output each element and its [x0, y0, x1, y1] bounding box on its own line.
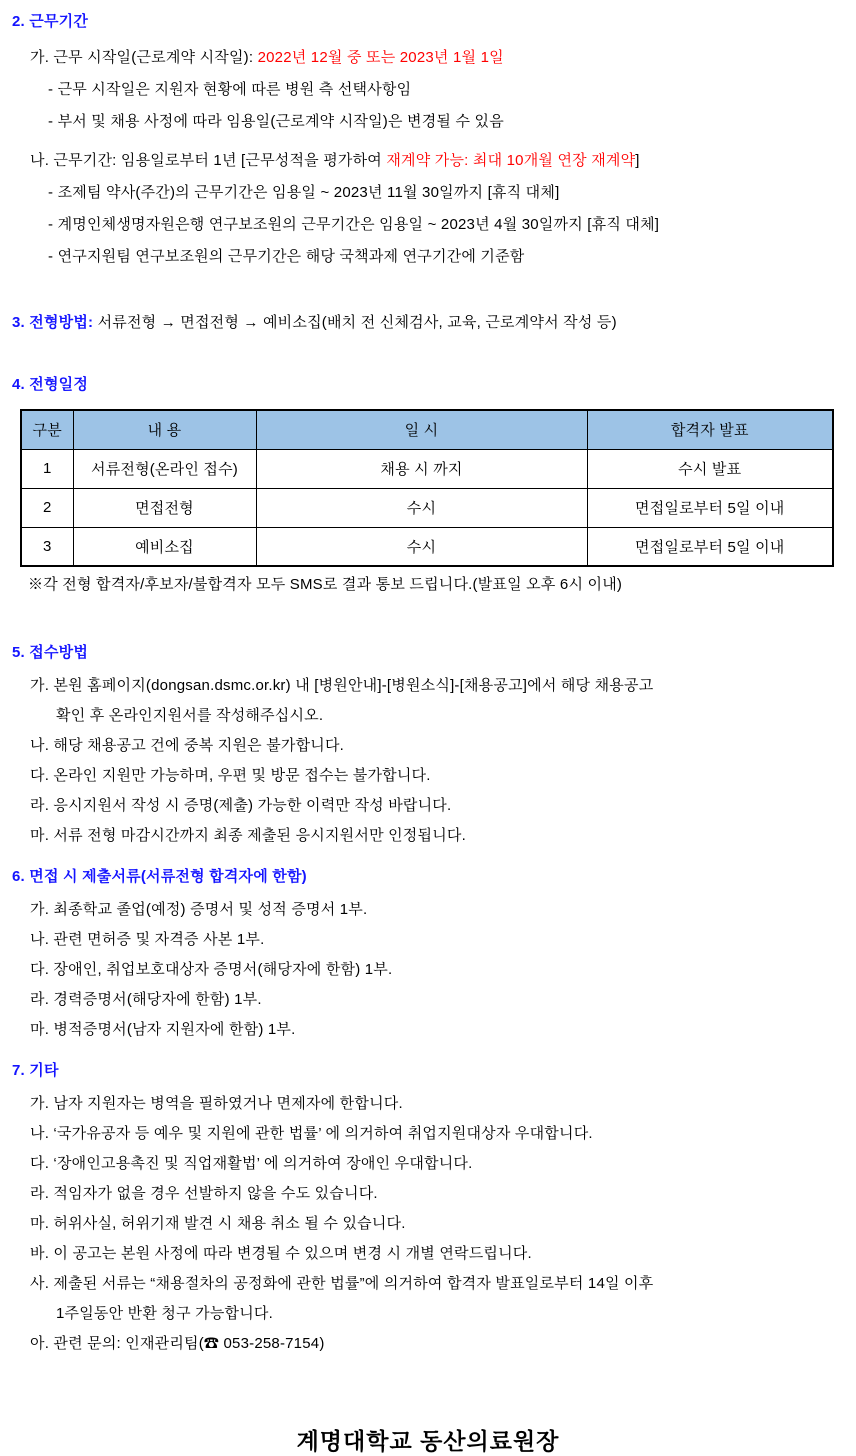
work-duration-bracket: ]: [635, 152, 640, 169]
signature-line: 계명대학교 동산의료원장: [296, 1428, 560, 1454]
schedule-cell-when: 수시: [256, 527, 587, 566]
schedule-table: [20, 409, 834, 567]
section-selection-method: [12, 307, 844, 339]
work-start-date-line: [12, 42, 844, 74]
table-row: [21, 527, 833, 566]
schedule-cell-announce: 면접일로부터 5일 이내: [587, 527, 833, 566]
schedule-cell-content: 면접전형: [73, 488, 256, 527]
list-item: 바. 이 공고는 본원 사정에 따라 변경될 수 있으며 변경 시 개별 연락드립니다.: [30, 1245, 532, 1262]
list-item: 나. ‘국가유공자 등 예우 및 지원에 관한 법률’ 에 의거하여 취업지원대상자 우대합니다.: [30, 1125, 593, 1142]
section-selection-method-title: 3. 전형방법:: [12, 314, 94, 331]
section-etc: [12, 1061, 844, 1359]
table-row: [21, 488, 833, 527]
schedule-cell-no: 2: [21, 488, 73, 527]
list-item: 다. ‘장애인고용촉진 및 직업재활법’ 에 의거하여 장애인 우대합니다.: [30, 1155, 473, 1172]
section-documents: [12, 867, 844, 1045]
list-item: 가. 본원 홈페이지(dongsan.dsmc.or.kr) 내 [병원안내]-[병원소식]-[채용공고]에서 해당 채용공고: [30, 677, 654, 694]
schedule-cell-announce: 수시 발표: [587, 449, 833, 488]
list-item: 라. 응시지원서 작성 시 증명(제출) 가능한 이력만 작성 바랍니다.: [30, 797, 452, 814]
section-schedule-title: 4. 전형일정: [12, 376, 89, 393]
schedule-table-header-row: [21, 410, 833, 449]
section-work-period: [12, 12, 844, 273]
list-item: 가. 남자 지원자는 병역을 필하였거나 면제자에 한합니다.: [30, 1095, 403, 1112]
section-etc-title: 7. 기타: [12, 1062, 59, 1079]
work-start-date-value: 2022년 12월 중 또는 2023년 1월 1일: [257, 49, 504, 66]
work-start-date-label: 가. 근무 시작일(근로계약 시작일):: [30, 49, 258, 66]
section-application: [12, 643, 844, 851]
list-item: 다. 장애인, 취업보호대상자 증명서(해당자에 한함) 1부.: [30, 961, 393, 978]
list-item: 마. 서류 전형 마감시간까지 최종 제출된 응시지원서만 인정됩니다.: [30, 827, 466, 844]
work-duration-note: - 연구지원팀 연구보조원의 근무기간은 해당 국책과제 연구기간에 기준함: [48, 248, 525, 265]
schedule-header-announce: 합격자 발표: [587, 410, 833, 449]
work-duration-line: [12, 145, 844, 177]
work-start-note: - 부서 및 채용 사정에 따라 임용일(근로계약 시작일)은 변경될 수 있음: [48, 113, 504, 130]
list-item: 라. 적임자가 없을 경우 선발하지 않을 수도 있습니다.: [30, 1185, 378, 1202]
list-item: 가. 최종학교 졸업(예정) 증명서 및 성적 증명서 1부.: [30, 901, 368, 918]
list-item-contact: 아. 관련 문의: 인재관리팀(☎ 053-258-7154): [30, 1335, 325, 1352]
list-item-continuation: 확인 후 온라인지원서를 작성해주십시오.: [56, 707, 324, 724]
work-duration-highlight: 재계약 가능: 최대 10개월 연장 재계약: [386, 152, 636, 169]
schedule-cell-content: 예비소집: [73, 527, 256, 566]
schedule-cell-announce: 면접일로부터 5일 이내: [587, 488, 833, 527]
schedule-cell-content: 서류전형(온라인 접수): [73, 449, 256, 488]
section-application-title: 5. 접수방법: [12, 644, 89, 661]
section-schedule: [12, 375, 844, 603]
schedule-sms-note: ※각 전형 합격자/후보자/불합격자 모두 SMS로 결과 통보 드립니다.(발표일 오후 6시 이내): [28, 576, 623, 593]
schedule-cell-no: 3: [21, 527, 73, 566]
selection-method-line: [12, 307, 844, 339]
schedule-cell-no: 1: [21, 449, 73, 488]
list-item: 마. 병적증명서(남자 지원자에 한함) 1부.: [30, 1021, 296, 1038]
work-duration-note: - 계명인체생명자원은행 연구보조원의 근무기간은 임용일 ~ 2023년 4월 30일까지 [휴직 대체]: [48, 216, 660, 233]
work-duration-label: 나. 근무기간: 임용일로부터 1년 [근무성적을 평가하여: [30, 152, 387, 169]
list-item-continuation: 1주일동안 반환 청구 가능합니다.: [56, 1305, 273, 1322]
schedule-cell-when: 수시: [256, 488, 587, 527]
list-item: 나. 관련 면허증 및 자격증 사본 1부.: [30, 931, 265, 948]
section-work-period-title: 2. 근무기간: [12, 13, 89, 30]
work-start-note: - 근무 시작일은 지원자 현황에 따른 병원 측 선택사항임: [48, 81, 412, 98]
work-duration-note: - 조제팀 약사(주간)의 근무기간은 임용일 ~ 2023년 11월 30일까지 [휴직 대체]: [48, 184, 560, 201]
table-row: [21, 449, 833, 488]
list-item: 나. 해당 채용공고 건에 중복 지원은 불가합니다.: [30, 737, 345, 754]
section-documents-title: 6. 면접 시 제출서류(서류전형 합격자에 한함): [12, 868, 307, 885]
selection-method-body: 서류전형 → 면접전형 → 예비소집(배치 전 신체검사, 교육, 근로계약서 작성 등): [93, 314, 617, 331]
schedule-cell-when: 채용 시 까지: [256, 449, 587, 488]
list-item: 마. 허위사실, 허위기재 발견 시 채용 취소 될 수 있습니다.: [30, 1215, 406, 1232]
schedule-header-content: 내 용: [73, 410, 256, 449]
list-item: 다. 온라인 지원만 가능하며, 우편 및 방문 접수는 불가합니다.: [30, 767, 431, 784]
list-item: 사. 제출된 서류는 “채용절차의 공정화에 관한 법률”에 의거하여 합격자 발표일로부터 14일 이후: [30, 1275, 654, 1292]
schedule-header-when: 일 시: [256, 410, 587, 449]
list-item: 라. 경력증명서(해당자에 한함) 1부.: [30, 991, 262, 1008]
schedule-header-no: 구분: [21, 410, 73, 449]
